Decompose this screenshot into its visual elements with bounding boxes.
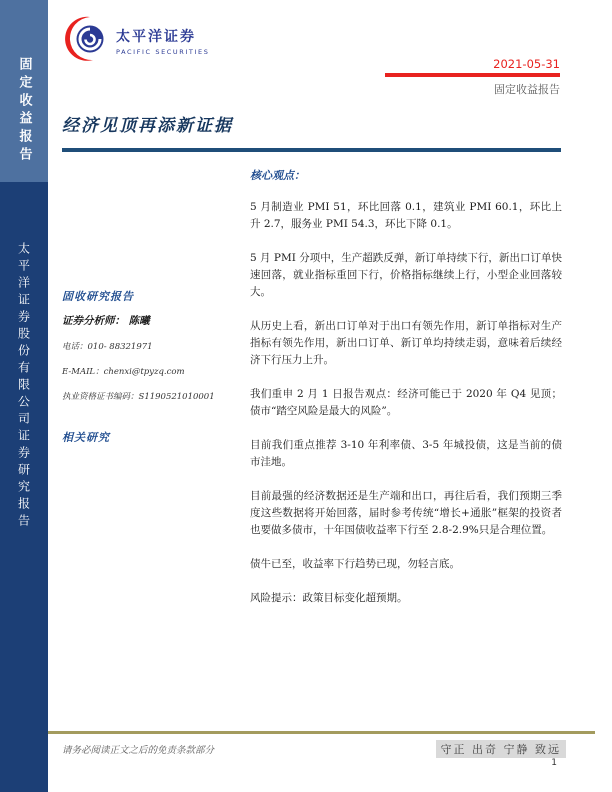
report-series-label: 固收研究报告: [62, 290, 134, 303]
viewpoint-paragraph: 从历史上看，新出口订单对于出口有领先作用，新订单指标对生产指标有领先作用，新出口订单、新订单均持续走弱，意味着后续经济下行压力上升。: [250, 320, 562, 366]
sidebar-company-band: [0, 182, 48, 792]
sidebar-report-type-label: 固定收益报告: [16, 57, 32, 165]
footer-disclaimer: 请务必阅读正文之后的免责条款部分: [62, 745, 215, 756]
core-viewpoints-heading: 核心观点：: [250, 169, 305, 182]
viewpoint-paragraph: 债牛已至，收益率下行趋势已现，勿轻言底。: [250, 558, 460, 570]
analyst-email: E-MAIL：chenxi@tpyzq.com: [62, 367, 185, 377]
pacific-securities-logo-icon: [63, 16, 111, 64]
page-number: 1: [551, 758, 557, 768]
sidebar-report-type-band: [0, 0, 48, 182]
footer-motto: 守正 出奇 宁静 致远: [436, 740, 567, 758]
brand-name-cn: 太平洋证券: [116, 29, 196, 45]
viewpoint-paragraph: 5 月 PMI 分项中，生产超跌反弹，新订单持续下行，新出口订单快速回落，就业指标重回下行，价格指标继续上行，小型企业回落较大。: [250, 252, 562, 298]
sidebar-company-label: 太平洋证券股份有限公司证券研究报告: [16, 242, 31, 531]
report-type-label: 固定收益报告: [494, 83, 560, 96]
analyst-license-number: 执业资格证书编码：S1190521010001: [62, 392, 215, 402]
viewpoint-paragraph: 目前我们重点推荐 3-10 年利率债、3-5 年城投债，这是当前的债市洼地。: [250, 439, 562, 468]
analyst-info-panel: [62, 288, 240, 445]
analyst-name-line: 证券分析师： 陈曦: [62, 315, 150, 327]
footer-divider-rule: [48, 731, 595, 734]
brand-name-en: PACIFIC SECURITIES: [116, 48, 210, 56]
brand-text: [116, 24, 209, 56]
viewpoint-paragraph: 5 月制造业 PMI 51，环比回落 0.1，建筑业 PMI 60.1，环比上升 2.7，服务业 PMI 54.3，环比下降 0.1。: [250, 201, 562, 230]
risk-note-paragraph: 风险提示：政策目标变化超预期。: [250, 592, 408, 604]
core-viewpoints-section: [250, 167, 562, 624]
analyst-phone: 电话：010- 88321971: [62, 342, 153, 352]
related-research-label: 相关研究: [62, 431, 110, 444]
report-date: 2021-05-31: [493, 57, 560, 71]
viewpoint-paragraph: 我们重申 2 月 1 日报告观点：经济可能已于 2020 年 Q4 见顶；债市“踏空风险是最大的风险”。: [250, 388, 562, 417]
red-divider-rule: [385, 73, 560, 77]
page-title: 经济见顶再添新证据: [62, 111, 561, 152]
viewpoint-paragraph: 目前最强的经济数据还是生产端和出口，再往后看，我们预期三季度这些数据将开始回落，届时参考传统“增长+通胀”框架的投资者也要做多债市，十年国债收益率下行至 2.8-2.9%只是合理位置。: [250, 490, 562, 536]
brand-block: [63, 16, 209, 64]
